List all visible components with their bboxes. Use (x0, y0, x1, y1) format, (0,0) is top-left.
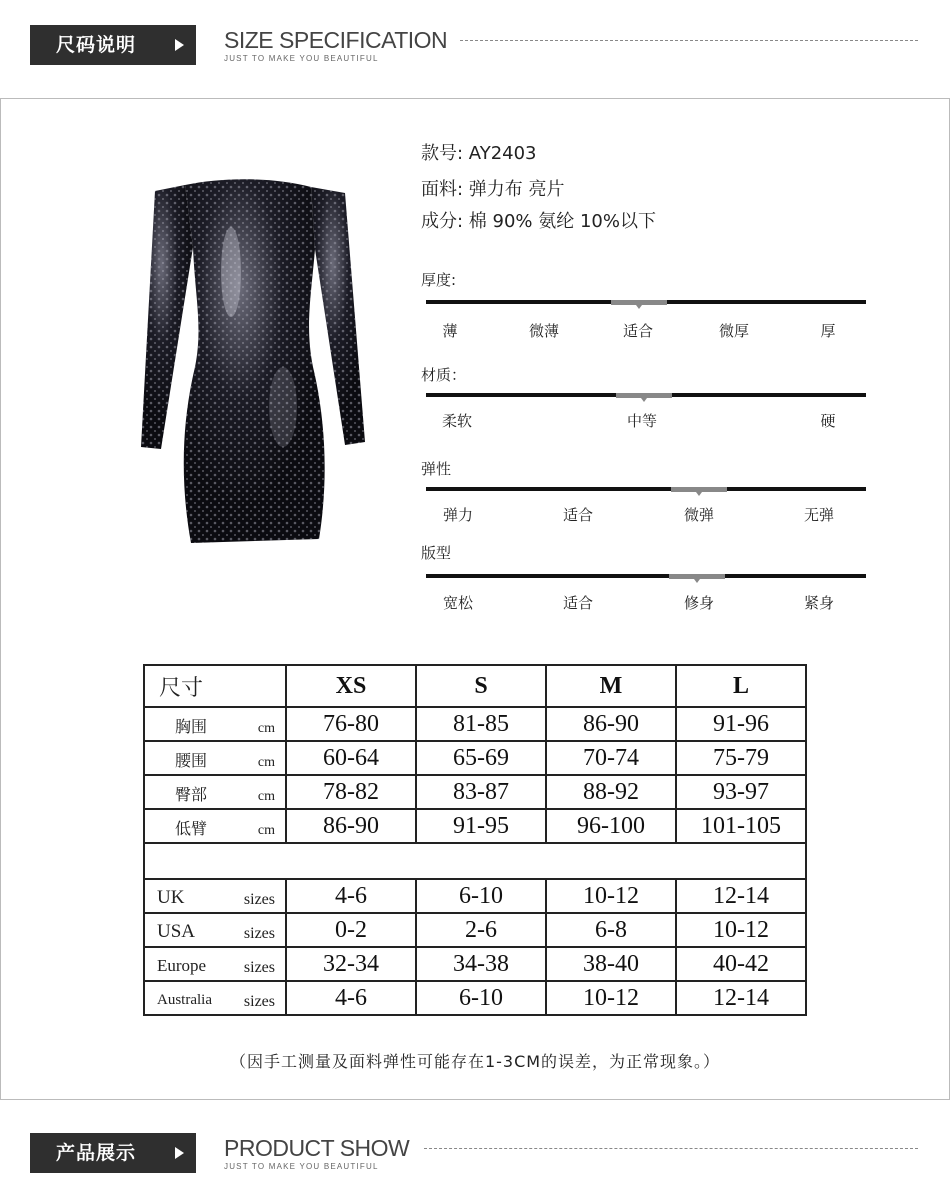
measurement-note: （因手工测量及面料弹性可能存在1-3CM的误差，为正常现象。） (229, 1052, 721, 1071)
product-show-tag-label: 产品展示 (56, 1142, 137, 1164)
size-spec-header (0, 25, 950, 85)
measurement-row (144, 707, 806, 741)
sizes-unit-label: sizes (243, 925, 275, 942)
region-size-value: 2-6 (416, 913, 546, 947)
elasticity-scale (426, 487, 866, 491)
elasticity-option: 微弹 (683, 506, 715, 524)
thickness-option: 薄 (442, 322, 458, 340)
thickness-scale (426, 300, 866, 304)
fit-option: 修身 (683, 594, 715, 612)
elasticity-option: 无弹 (803, 506, 835, 524)
region-size-value: 6-10 (416, 879, 546, 913)
measurement-row (144, 741, 806, 775)
region-size-value: 40-42 (676, 947, 806, 981)
region-size-value: 38-40 (546, 947, 676, 981)
region-size-value: 10-12 (546, 981, 676, 1015)
region-label: Australia (157, 992, 212, 1008)
measurement-value: 76-80 (286, 707, 416, 741)
region-size-value: 12-14 (676, 981, 806, 1015)
dashed-divider (460, 40, 918, 41)
size-column-header: M (546, 665, 676, 707)
sizes-unit-label: sizes (243, 959, 275, 976)
elasticity-option: 弹力 (442, 506, 474, 524)
size-spec-tag (30, 25, 196, 65)
thickness-option: 适合 (622, 322, 654, 340)
product-dress-image (133, 177, 373, 547)
thickness-option: 微薄 (528, 322, 560, 340)
measurement-value: 75-79 (676, 741, 806, 775)
size-spec-tag-label: 尺码说明 (56, 34, 137, 56)
measurement-value: 78-82 (286, 775, 416, 809)
measurement-label: 胸围 (175, 717, 208, 736)
region-size-value: 4-6 (286, 879, 416, 913)
region-size-value: 32-34 (286, 947, 416, 981)
region-size-value: 6-10 (416, 981, 546, 1015)
elasticity-label: 弹性 (421, 460, 452, 478)
measurement-value: 81-85 (416, 707, 546, 741)
spacer-row (144, 843, 806, 879)
thickness-option: 微厚 (718, 322, 750, 340)
unit-label: cm (257, 755, 275, 770)
unit-label: cm (257, 823, 275, 838)
thickness-marker (611, 300, 667, 305)
fit-label: 版型 (421, 544, 452, 562)
fit-option: 紧身 (803, 594, 835, 612)
spacer-cell (144, 843, 806, 879)
measurement-label: 臀部 (175, 785, 208, 804)
texture-option: 柔软 (441, 412, 473, 430)
region-size-value: 4-6 (286, 981, 416, 1015)
product-show-subtitle: JUST TO MAKE YOU BEAUTIFUL (224, 1162, 379, 1171)
style-number: 款号: AY2403 (421, 143, 537, 164)
fit-scale (426, 574, 866, 578)
thickness-label: 厚度: (421, 271, 457, 289)
measurement-value: 86-90 (286, 809, 416, 843)
region-size-value: 34-38 (416, 947, 546, 981)
region-size-value: 10-12 (546, 879, 676, 913)
thickness-option: 厚 (820, 322, 836, 340)
fabric-info: 面料: 弹力布 亮片 (421, 179, 565, 200)
size-column-header: S (416, 665, 546, 707)
region-label: Europe (157, 956, 207, 975)
measurement-label: 低臂 (175, 819, 208, 838)
region-row (144, 981, 806, 1015)
measurement-label: 腰围 (175, 751, 208, 770)
size-header-label: 尺寸 (159, 675, 204, 701)
measurement-value: 93-97 (676, 775, 806, 809)
region-row (144, 947, 806, 981)
size-header-cell (144, 665, 286, 707)
sizes-unit-label: sizes (243, 993, 275, 1010)
measurement-value: 96-100 (546, 809, 676, 843)
product-show-title: PRODUCT SHOW (224, 1135, 410, 1161)
dashed-divider (424, 1148, 918, 1149)
fit-option: 宽松 (442, 594, 474, 612)
region-label: UK (157, 887, 185, 908)
region-size-value: 0-2 (286, 913, 416, 947)
texture-option: 中等 (626, 412, 658, 430)
size-table (143, 664, 807, 1016)
region-row (144, 913, 806, 947)
size-spec-subtitle: JUST TO MAKE YOU BEAUTIFUL (224, 54, 379, 63)
region-size-value: 12-14 (676, 879, 806, 913)
composition-info: 成分: 棉 90% 氨纶 10%以下 (421, 211, 656, 232)
play-arrow-icon (175, 39, 184, 51)
texture-scale (426, 393, 866, 397)
measurement-row (144, 775, 806, 809)
measurement-value: 70-74 (546, 741, 676, 775)
region-row (144, 879, 806, 913)
region-size-value: 6-8 (546, 913, 676, 947)
texture-option: 硬 (820, 412, 836, 430)
play-arrow-icon (175, 1147, 184, 1159)
measurement-value: 91-96 (676, 707, 806, 741)
measurement-value: 60-64 (286, 741, 416, 775)
measurement-value: 65-69 (416, 741, 546, 775)
measurement-value: 91-95 (416, 809, 546, 843)
unit-label: cm (257, 721, 275, 736)
measurement-value: 83-87 (416, 775, 546, 809)
sizes-unit-label: sizes (243, 891, 275, 908)
measurement-value: 88-92 (546, 775, 676, 809)
size-table-header (144, 665, 806, 707)
size-column-header: L (676, 665, 806, 707)
size-column-header: XS (286, 665, 416, 707)
elasticity-option: 适合 (562, 506, 594, 524)
texture-label: 材质： (421, 366, 467, 384)
size-spec-title: SIZE SPECIFICATION (224, 27, 448, 53)
elasticity-marker (671, 487, 727, 492)
unit-label: cm (257, 789, 275, 804)
fit-marker (669, 574, 725, 579)
measurement-row (144, 809, 806, 843)
texture-marker (616, 393, 672, 398)
product-show-tag (30, 1133, 196, 1173)
product-show-header (0, 1133, 950, 1193)
fit-option: 适合 (562, 594, 594, 612)
region-label: USA (157, 921, 196, 942)
region-size-value: 10-12 (676, 913, 806, 947)
size-spec-panel (0, 98, 950, 1100)
measurement-value: 101-105 (676, 809, 806, 843)
measurement-value: 86-90 (546, 707, 676, 741)
